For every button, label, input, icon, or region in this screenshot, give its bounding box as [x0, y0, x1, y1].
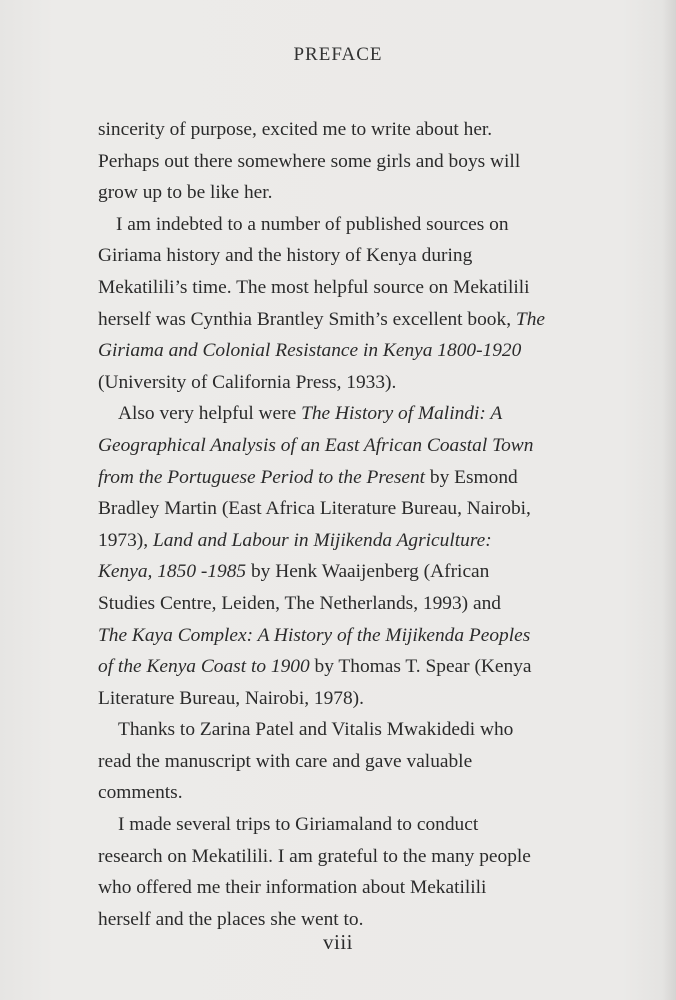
text-run: (University of California Press, 1933).	[98, 371, 397, 393]
text-line	[98, 367, 618, 399]
text-run: by Henk Waaijenberg (African	[246, 561, 490, 583]
text-line	[98, 398, 618, 430]
text-run: herself and the places she went to.	[98, 908, 364, 930]
italic-title: of the Kenya Coast to 1900	[98, 656, 310, 678]
page-number: viii	[322, 930, 353, 954]
text-line	[98, 841, 618, 873]
text-run: by Esmond	[425, 466, 518, 488]
body-text	[98, 114, 618, 935]
text-line	[98, 335, 618, 367]
text-line	[98, 493, 618, 525]
text-run: herself was Cynthia Brantley Smith’s excellent book,	[98, 308, 516, 330]
text-run: who offered me their information about Mekatilili	[98, 877, 487, 899]
text-line	[98, 683, 618, 715]
italic-title: The	[515, 308, 545, 330]
text-run: I am indebted to a number of published sources on	[116, 213, 509, 235]
text-run: comments.	[98, 782, 183, 804]
text-line	[98, 209, 618, 241]
text-run: 1973),	[98, 529, 153, 551]
text-run: by Thomas T. Spear (Kenya	[309, 656, 532, 678]
text-line	[98, 525, 618, 557]
italic-title: Land and Labour in Mijikenda Agriculture:	[152, 529, 492, 551]
italic-title: The Kaya Complex: A History of the Mijikenda Peoples	[98, 624, 531, 646]
text-line	[98, 777, 618, 809]
italic-title: from the Portuguese Period to the Present	[98, 466, 426, 488]
running-head: PREFACE	[293, 44, 383, 65]
text-line	[98, 430, 618, 462]
text-run: Studies Centre, Leiden, The Netherlands, 1993) and	[98, 592, 501, 614]
italic-title: The History of Malindi: A	[301, 403, 503, 425]
text-line	[98, 746, 618, 778]
text-run: Perhaps out there somewhere some girls and boys will	[98, 150, 521, 172]
text-run: Also very helpful were	[118, 403, 302, 425]
text-run: Giriama history and the history of Kenya during	[98, 245, 473, 267]
text-run: sincerity of purpose, excited me to write about her.	[98, 119, 493, 140]
text-run: Thanks to Zarina Patel and Vitalis Mwakidedi who	[118, 719, 514, 741]
text-run: research on Mekatilili. I am grateful to the many people	[98, 845, 531, 867]
italic-title: Geographical Analysis of an East African Coastal Town	[98, 434, 534, 456]
text-line	[98, 146, 618, 178]
text-run: Literature Bureau, Nairobi, 1978).	[98, 687, 364, 709]
text-line	[98, 588, 618, 620]
text-line	[98, 809, 618, 841]
page-edge-shadow	[662, 0, 676, 1000]
text-line	[98, 651, 618, 683]
text-line	[98, 114, 618, 146]
text-line	[98, 272, 618, 304]
italic-title: Giriama and Colonial Resistance in Kenya 1800-1920	[98, 340, 522, 362]
italic-title: Kenya, 1850 -1985	[98, 561, 247, 583]
text-line	[98, 177, 618, 209]
text-line	[98, 304, 618, 336]
text-run: Mekatilili’s time. The most helpful source on Mekatilili	[98, 276, 530, 298]
text-line	[98, 872, 618, 904]
text-line	[98, 240, 618, 272]
text-line	[98, 714, 618, 746]
text-run: Bradley Martin (East Africa Literature Bureau, Nairobi,	[98, 498, 531, 520]
text-line	[98, 556, 618, 588]
text-line	[98, 620, 618, 652]
text-run: grow up to be like her.	[98, 182, 273, 204]
text-run: read the manuscript with care and gave valuable	[98, 750, 473, 772]
text-run: I made several trips to Giriamaland to conduct	[118, 814, 479, 836]
text-line	[98, 462, 618, 494]
